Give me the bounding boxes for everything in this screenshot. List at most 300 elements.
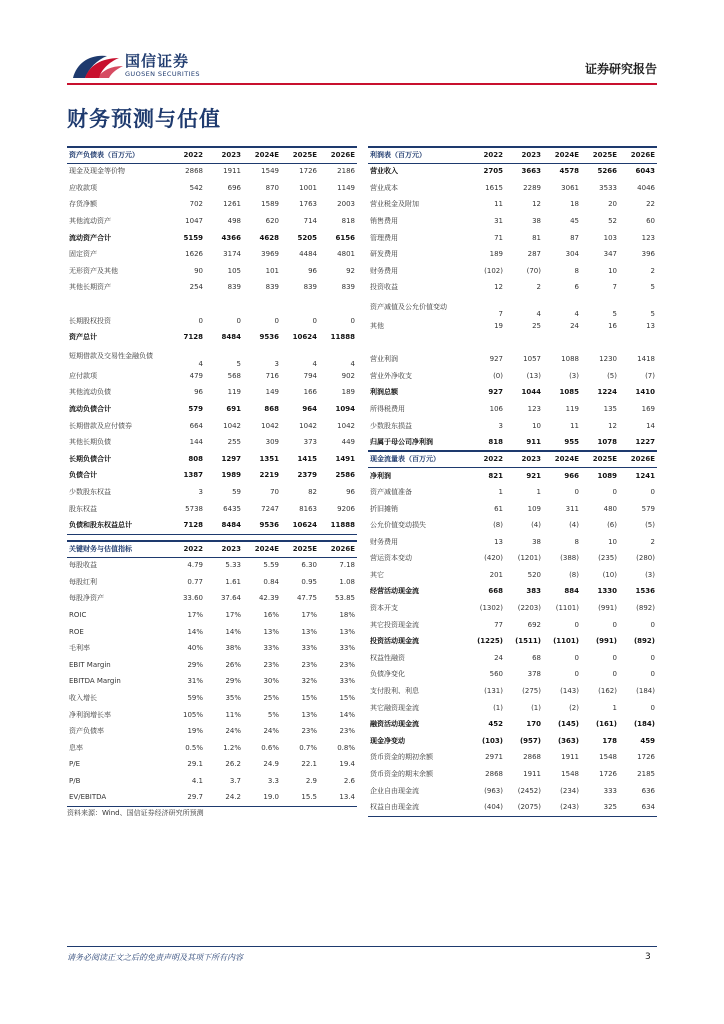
- value-cell: 71: [494, 233, 503, 242]
- value-cell: (4): [569, 521, 579, 530]
- table-row: [67, 657, 357, 674]
- value-cell: (1225): [477, 637, 503, 646]
- table-row: [368, 634, 657, 651]
- table-row: [368, 296, 657, 318]
- value-cell: 25: [532, 321, 541, 330]
- value-cell: 18%: [339, 611, 355, 619]
- value-cell: 13%: [301, 710, 317, 719]
- value-cell: 33%: [339, 644, 355, 653]
- value-cell: 24: [570, 321, 579, 330]
- value-cell: [467, 335, 505, 352]
- row-label: 现金及现金等价物: [69, 167, 125, 176]
- value-cell: 33.60: [182, 594, 203, 603]
- value-cell: 61: [494, 504, 503, 513]
- income-cashflow-table: [368, 146, 657, 817]
- value-cell: 520: [527, 570, 541, 579]
- value-cell: 1261: [223, 200, 241, 209]
- value-cell: 818: [488, 437, 503, 446]
- value-cell: 459: [640, 736, 655, 745]
- value-cell: 287: [527, 250, 541, 259]
- value-cell: 1330: [597, 587, 617, 596]
- value-cell: (991): [598, 604, 617, 613]
- table-row: [67, 368, 357, 385]
- value-cell: 868: [264, 404, 279, 413]
- value-cell: 1297: [221, 454, 241, 463]
- value-cell: 2586: [335, 471, 355, 480]
- value-cell: 23%: [339, 727, 355, 736]
- value-cell: 10624: [292, 333, 317, 342]
- row-label: 营业税金及附加: [370, 200, 419, 209]
- value-cell: 2705: [483, 167, 503, 176]
- table-row: [368, 352, 657, 369]
- balance-sheet-body: [67, 147, 357, 534]
- table-row: [368, 368, 657, 385]
- table-row: [67, 690, 357, 707]
- row-label: 现金净变动: [370, 736, 405, 745]
- value-cell: 59: [232, 487, 241, 496]
- disclaimer-text: 请务必阅读正文之后的免责声明及其项下所有内容: [67, 953, 243, 962]
- value-cell: (963): [484, 786, 503, 795]
- value-cell: 254: [189, 283, 203, 292]
- value-cell: 9536: [259, 333, 279, 342]
- table-row: [67, 501, 357, 518]
- value-cell: 333: [603, 786, 617, 795]
- value-cell: 11%: [225, 710, 241, 719]
- value-cell: (102): [484, 266, 503, 275]
- value-cell: 1763: [299, 200, 317, 209]
- value-cell: 5: [612, 310, 617, 318]
- value-cell: 9206: [337, 504, 355, 513]
- value-cell: 2868: [485, 770, 503, 778]
- value-cell: 325: [581, 800, 619, 817]
- table-header-row: [368, 147, 657, 164]
- value-cell: 1088: [561, 355, 579, 364]
- row-label: 少数股东权益: [69, 487, 111, 496]
- value-cell: (388): [560, 554, 579, 563]
- table-row: [368, 280, 657, 297]
- row-label: 固定资产: [69, 250, 97, 259]
- value-cell: 166: [303, 388, 317, 397]
- value-cell: (131): [484, 687, 503, 696]
- value-cell: 1.2%: [223, 743, 241, 752]
- year-header: 2023: [505, 451, 543, 468]
- table-header-row: [67, 147, 357, 164]
- row-label: 其他流动负债: [69, 388, 111, 397]
- value-cell: [319, 296, 357, 313]
- value-cell: 2185: [637, 770, 655, 778]
- value-cell: 109: [527, 504, 541, 513]
- value-cell: 1: [498, 487, 503, 496]
- value-cell: 68: [532, 653, 541, 662]
- value-cell: 38: [532, 537, 541, 546]
- value-cell: 1: [536, 487, 541, 496]
- year-header: 2023: [505, 147, 543, 164]
- value-cell: 119: [565, 404, 579, 413]
- row-label: 研发费用: [370, 250, 398, 259]
- value-cell: 579: [641, 504, 655, 513]
- value-cell: 12: [494, 283, 503, 292]
- table-row: [368, 164, 657, 181]
- value-cell: [505, 335, 543, 352]
- value-cell: 14%: [225, 627, 241, 636]
- value-cell: 38: [532, 217, 541, 225]
- value-cell: 0: [312, 316, 317, 325]
- value-cell: (280): [636, 554, 655, 563]
- value-cell: 5159: [183, 233, 203, 242]
- value-cell: 1351: [259, 454, 279, 463]
- value-cell: 4: [536, 310, 541, 318]
- table-row: [368, 517, 657, 534]
- value-cell: 5.59: [263, 561, 279, 570]
- value-cell: 383: [526, 587, 541, 596]
- value-cell: 4628: [259, 233, 279, 242]
- table-row: [67, 591, 357, 608]
- table-row: [368, 213, 657, 230]
- value-cell: 11: [570, 421, 579, 430]
- row-label: 利润总额: [370, 388, 398, 397]
- value-cell: 870: [265, 183, 279, 192]
- year-header: 2023: [205, 541, 243, 558]
- value-cell: 7.18: [339, 561, 355, 570]
- row-label: 其他长期负债: [69, 438, 111, 447]
- value-cell: 106: [489, 404, 503, 413]
- row-label: 资产减值及公允价值变动: [370, 302, 447, 311]
- row-label: 流动负债合计: [69, 404, 111, 413]
- table-row: [368, 567, 657, 584]
- value-cell: 884: [564, 587, 579, 596]
- table-row: [368, 733, 657, 750]
- value-cell: 14%: [187, 627, 203, 636]
- table-row: [368, 501, 657, 518]
- value-cell: 1057: [523, 355, 541, 364]
- value-cell: 13: [646, 321, 655, 330]
- value-cell: 26.2: [225, 760, 241, 769]
- value-cell: 579: [188, 404, 203, 413]
- value-cell: 11: [494, 200, 503, 209]
- value-cell: 1: [612, 703, 617, 712]
- value-cell: (957): [519, 736, 541, 745]
- table-row: [67, 757, 357, 774]
- value-cell: (5): [607, 371, 617, 380]
- value-cell: 0: [236, 316, 241, 325]
- value-cell: (3): [645, 570, 655, 579]
- row-label: 息率: [69, 743, 83, 752]
- value-cell: 29.1: [187, 760, 203, 769]
- value-cell: 8163: [299, 504, 317, 513]
- row-label: 短期借款及交易性金融负债: [69, 352, 153, 361]
- value-cell: 24%: [225, 727, 241, 736]
- value-cell: 22: [646, 200, 655, 209]
- value-cell: 1911: [223, 167, 241, 176]
- value-cell: (184): [636, 687, 655, 696]
- value-cell: 1042: [299, 421, 317, 430]
- value-cell: 5266: [597, 167, 617, 176]
- value-cell: 0: [612, 670, 617, 679]
- row-label: 投资收益: [370, 283, 398, 292]
- value-cell: 10: [608, 537, 617, 546]
- value-cell: 0: [612, 487, 617, 496]
- table-row: [368, 783, 657, 800]
- value-cell: 911: [526, 437, 541, 446]
- value-cell: 1085: [559, 388, 579, 397]
- table-row: [67, 607, 357, 624]
- value-cell: 24%: [263, 727, 279, 736]
- value-cell: 1418: [637, 355, 655, 364]
- footer-divider: [67, 946, 657, 947]
- table-row: [368, 650, 657, 667]
- value-cell: 480: [603, 504, 617, 513]
- table-row: [368, 418, 657, 435]
- value-cell: 1042: [337, 421, 355, 430]
- value-cell: (275): [522, 687, 541, 696]
- row-label: 资产负债率: [69, 727, 104, 736]
- value-cell: 304: [565, 250, 579, 259]
- row-label: P/B: [69, 776, 81, 785]
- value-cell: 0.5%: [185, 743, 203, 752]
- row-label: 货币资金的期初余额: [370, 753, 433, 762]
- value-cell: 0: [574, 670, 579, 679]
- value-cell: 902: [341, 371, 355, 380]
- value-cell: (8): [569, 570, 579, 579]
- value-cell: 0.84: [263, 577, 279, 586]
- value-cell: 82: [308, 487, 317, 496]
- row-label: 流动资产合计: [69, 233, 111, 242]
- value-cell: 15%: [339, 693, 355, 702]
- value-cell: 6435: [223, 504, 241, 513]
- table-row: [67, 263, 357, 280]
- value-cell: [543, 335, 581, 352]
- value-cell: 1911: [523, 770, 541, 778]
- row-label: 长期负债合计: [69, 454, 111, 463]
- value-cell: 1911: [561, 753, 579, 762]
- value-cell: (2203): [517, 604, 541, 613]
- row-label: 无形资产及其他: [69, 266, 118, 275]
- value-cell: 3: [198, 487, 203, 496]
- value-cell: (892): [636, 604, 655, 613]
- table-row: [368, 600, 657, 617]
- table-row: [67, 346, 357, 368]
- value-cell: 7247: [261, 504, 279, 513]
- header-divider: [67, 83, 657, 85]
- value-cell: 1042: [223, 421, 241, 430]
- row-label: 所得税费用: [370, 404, 405, 413]
- value-cell: (1101): [555, 604, 579, 613]
- table-row: [368, 800, 657, 817]
- value-cell: 60: [646, 217, 655, 225]
- value-cell: 6: [574, 283, 579, 292]
- row-label: 其他流动资产: [69, 217, 111, 225]
- row-label: 企业自由现金流: [370, 786, 419, 795]
- table-row: [368, 683, 657, 700]
- value-cell: (161): [595, 720, 617, 729]
- value-cell: 123: [527, 404, 541, 413]
- table-row: [67, 624, 357, 641]
- row-label: 营业外净收支: [370, 371, 412, 380]
- value-cell: 1078: [597, 437, 617, 446]
- value-cell: 16: [608, 321, 617, 330]
- value-cell: 0: [574, 487, 579, 496]
- table-row: [67, 790, 357, 807]
- row-label: 资产减值准备: [370, 487, 412, 496]
- value-cell: 634: [619, 800, 657, 817]
- value-cell: 396: [641, 250, 655, 259]
- row-label: 应付款项: [69, 371, 97, 380]
- table-row: [368, 766, 657, 783]
- value-cell: 23%: [301, 727, 317, 736]
- year-header: 2026E: [619, 451, 657, 468]
- value-cell: 955: [564, 437, 579, 446]
- value-cell: (404): [467, 800, 505, 817]
- value-cell: 92: [346, 266, 355, 275]
- row-label: 存货净额: [69, 200, 97, 209]
- table-row: [67, 296, 357, 313]
- value-cell: 2379: [297, 471, 317, 480]
- value-cell: 19%: [187, 727, 203, 736]
- value-cell: 716: [265, 371, 279, 380]
- table-row: [368, 700, 657, 717]
- value-cell: 1149: [337, 183, 355, 192]
- value-cell: (420): [484, 554, 503, 563]
- value-cell: 33%: [301, 644, 317, 653]
- table-row: [67, 574, 357, 591]
- value-cell: 96: [346, 487, 355, 496]
- value-cell: 19.0: [243, 790, 281, 807]
- brand-name: 国信证券: [125, 52, 190, 70]
- value-cell: 0: [650, 703, 655, 712]
- value-cell: 1044: [521, 388, 541, 397]
- table-title: 现金流量表（百万元）: [368, 451, 467, 468]
- value-cell: 33%: [339, 677, 355, 686]
- year-header: 2024E: [243, 541, 281, 558]
- table-row: [67, 435, 357, 452]
- value-cell: [581, 335, 619, 352]
- value-cell: 2003: [337, 200, 355, 209]
- row-label: 货币资金的期末余额: [370, 770, 433, 778]
- table-row: [368, 667, 657, 684]
- value-cell: 16%: [263, 611, 279, 619]
- value-cell: 24: [494, 653, 503, 662]
- value-cell: 4484: [299, 250, 317, 259]
- row-label: 净利润: [370, 471, 391, 480]
- value-cell: 33%: [263, 644, 279, 653]
- value-cell: (6): [607, 521, 617, 530]
- value-cell: 0: [274, 316, 279, 325]
- value-cell: 818: [341, 217, 355, 225]
- value-cell: 5738: [185, 504, 203, 513]
- value-cell: 1230: [599, 355, 617, 364]
- value-cell: (1201): [517, 554, 541, 563]
- value-cell: 1536: [635, 587, 655, 596]
- value-cell: 1224: [597, 388, 617, 397]
- value-cell: 26%: [225, 660, 241, 669]
- value-cell: 103: [603, 233, 617, 242]
- year-header: 2022: [467, 147, 505, 164]
- value-cell: 373: [303, 438, 317, 447]
- value-cell: 2: [650, 266, 655, 275]
- table-title: 利润表（百万元）: [368, 147, 467, 164]
- value-cell: 6156: [335, 233, 355, 242]
- value-cell: 2: [536, 283, 541, 292]
- value-cell: 6.30: [301, 561, 317, 570]
- value-cell: 7128: [167, 517, 205, 534]
- year-header: 2024E: [543, 451, 581, 468]
- value-cell: 2: [650, 537, 655, 546]
- value-cell: (1): [493, 703, 503, 712]
- value-cell: (162): [598, 687, 617, 696]
- value-cell: 714: [303, 217, 317, 225]
- value-cell: 692: [527, 620, 541, 629]
- year-header: 2023: [205, 147, 243, 164]
- row-label: 归属于母公司净利润: [370, 437, 433, 446]
- table-row: [67, 385, 357, 402]
- value-cell: (8): [493, 521, 503, 530]
- row-label: 公允价值变动损失: [370, 521, 426, 530]
- row-label: P/E: [69, 760, 81, 769]
- value-cell: 13%: [339, 627, 355, 636]
- value-cell: 1549: [261, 167, 279, 176]
- value-cell: 15.5: [281, 790, 319, 807]
- value-cell: 4: [198, 359, 203, 368]
- value-cell: 12: [608, 421, 617, 430]
- value-cell: 10: [608, 266, 617, 275]
- year-header: 2022: [467, 451, 505, 468]
- value-cell: 8484: [221, 333, 241, 342]
- value-cell: 15%: [301, 693, 317, 702]
- value-cell: 0: [574, 653, 579, 662]
- table-row: [67, 197, 357, 214]
- row-label: 管理费用: [370, 233, 398, 242]
- value-cell: (1302): [479, 604, 503, 613]
- value-cell: 7: [498, 310, 503, 318]
- key-metrics-table: [67, 540, 357, 807]
- table-row: [368, 230, 657, 247]
- table-row: [67, 674, 357, 691]
- value-cell: 0: [650, 620, 655, 629]
- value-cell: (234): [560, 786, 579, 795]
- row-label: 其它投资现金流: [370, 620, 419, 629]
- value-cell: 0: [650, 670, 655, 679]
- value-cell: 59%: [187, 693, 203, 702]
- value-cell: 135: [603, 404, 617, 413]
- value-cell: 309: [265, 438, 279, 447]
- row-label: 折旧摊销: [370, 504, 398, 513]
- value-cell: (892): [633, 637, 655, 646]
- value-cell: 4.79: [187, 561, 203, 570]
- value-cell: 29.7: [167, 790, 205, 807]
- value-cell: 378: [527, 670, 541, 679]
- value-cell: 87: [570, 233, 579, 242]
- value-cell: 4: [574, 310, 579, 318]
- value-cell: 1047: [185, 217, 203, 225]
- value-cell: 25%: [263, 693, 279, 702]
- value-cell: 927: [489, 355, 503, 364]
- value-cell: (2075): [505, 800, 543, 817]
- row-label: EV/EBITDA: [67, 790, 167, 807]
- page-number: 3: [645, 952, 651, 962]
- value-cell: (991): [595, 637, 617, 646]
- value-cell: 105: [227, 266, 241, 275]
- row-label: 其他: [370, 321, 384, 330]
- table-row: [67, 484, 357, 501]
- row-label: 长期股权投资: [69, 316, 111, 325]
- year-header: 2022: [167, 541, 205, 558]
- year-header: 2025E: [581, 451, 619, 468]
- value-cell: 30%: [263, 677, 279, 686]
- value-cell: 77: [494, 620, 503, 629]
- value-cell: [243, 296, 281, 313]
- value-cell: 42.39: [258, 594, 279, 603]
- value-cell: 839: [227, 283, 241, 292]
